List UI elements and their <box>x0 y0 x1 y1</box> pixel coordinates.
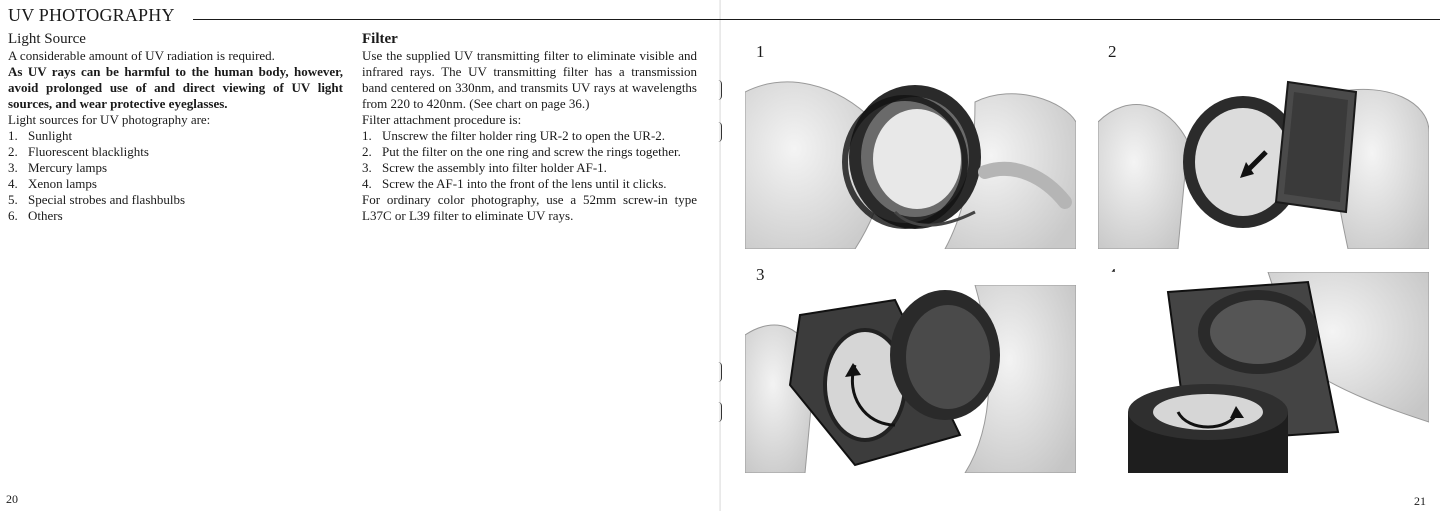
binding-mark <box>718 402 722 422</box>
photo-step-2-illustration <box>1098 62 1429 249</box>
list-item-text: Xenon lamps <box>28 176 97 191</box>
photo-step-4 <box>1098 272 1429 473</box>
filter-heading: Filter <box>362 31 398 47</box>
list-item <box>8 192 343 208</box>
list-item-number: 3. <box>8 160 18 175</box>
light-source-column <box>8 30 343 224</box>
list-item-number: 4. <box>8 176 18 191</box>
list-item-text: Others <box>28 208 63 223</box>
binding-mark <box>718 122 722 142</box>
procedure-step <box>362 128 697 144</box>
light-source-heading: Light Source <box>8 31 86 47</box>
list-item-number: 2. <box>8 144 18 159</box>
photo-label: 1 <box>756 42 765 61</box>
list-item <box>8 144 343 160</box>
page-number-right: 21 <box>1414 494 1426 508</box>
list-item-number: 5. <box>8 192 18 207</box>
photo-step-2 <box>1098 62 1429 249</box>
list-item <box>8 128 343 144</box>
photo-step-4-illustration <box>1098 272 1429 473</box>
step-number: 4. <box>362 176 372 191</box>
light-source-intro: A considerable amount of UV radiation is required. <box>8 48 275 63</box>
binding-mark <box>718 362 722 382</box>
step-number: 2. <box>362 144 372 159</box>
light-source-list-intro: Light sources for UV photography are: <box>8 112 211 127</box>
page-number-left: 20 <box>6 492 18 506</box>
photo-label: 2 <box>1108 42 1117 61</box>
step-number: 1. <box>362 128 372 143</box>
list-item-number: 6. <box>8 208 18 223</box>
filter-intro: Use the supplied UV transmitting filter to eliminate visible and infrared rays. The UV transmitting filter has a transmission band centered on 330nm, and transmits UV rays at wavelengths from 220 to 420nm. (See chart on page 36.) <box>362 48 697 111</box>
procedure-step <box>362 176 697 192</box>
list-item <box>8 208 343 224</box>
photo-step-1-illustration <box>745 62 1076 249</box>
list-item <box>8 160 343 176</box>
step-text: Put the filter on the one ring and screw the rings together. <box>382 144 681 159</box>
list-item-text: Special strobes and flashbulbs <box>28 192 186 207</box>
photo-step-3-illustration <box>745 285 1076 473</box>
photo-label: 3 <box>756 265 765 284</box>
procedure-step <box>362 160 697 176</box>
step-text: Screw the assembly into filter holder AF-1. <box>382 160 607 175</box>
binding-mark <box>718 80 722 100</box>
procedure-steps <box>362 128 697 192</box>
step-number: 3. <box>362 160 372 175</box>
safety-warning: As UV rays can be harmful to the human body, however, avoid prolonged use of and direct viewing of UV light sources, and wear protective eyeglasses. <box>8 64 343 111</box>
list-item-text: Mercury lamps <box>28 160 108 175</box>
step-text: Screw the AF-1 into the front of the lens until it clicks. <box>382 176 667 191</box>
list-item <box>8 176 343 192</box>
section-header <box>8 5 1440 31</box>
light-source-list <box>8 128 343 224</box>
list-item-text: Sunlight <box>28 128 73 143</box>
closing-note: For ordinary color photography, use a 52mm screw-in type L37C or L39 filter to eliminate UV rays. <box>362 192 697 223</box>
step-text: Unscrew the filter holder ring UR-2 to open the UR-2. <box>382 128 666 143</box>
procedure-step <box>362 144 697 160</box>
photo-step-3 <box>745 285 1076 473</box>
header-rule <box>193 19 1440 20</box>
filter-column <box>362 30 697 224</box>
section-title: UV PHOTOGRAPHY <box>8 5 175 25</box>
list-item-number: 1. <box>8 128 18 143</box>
photo-step-1 <box>745 62 1076 249</box>
procedure-intro: Filter attachment procedure is: <box>362 112 522 127</box>
list-item-text: Fluorescent blacklights <box>28 144 149 159</box>
